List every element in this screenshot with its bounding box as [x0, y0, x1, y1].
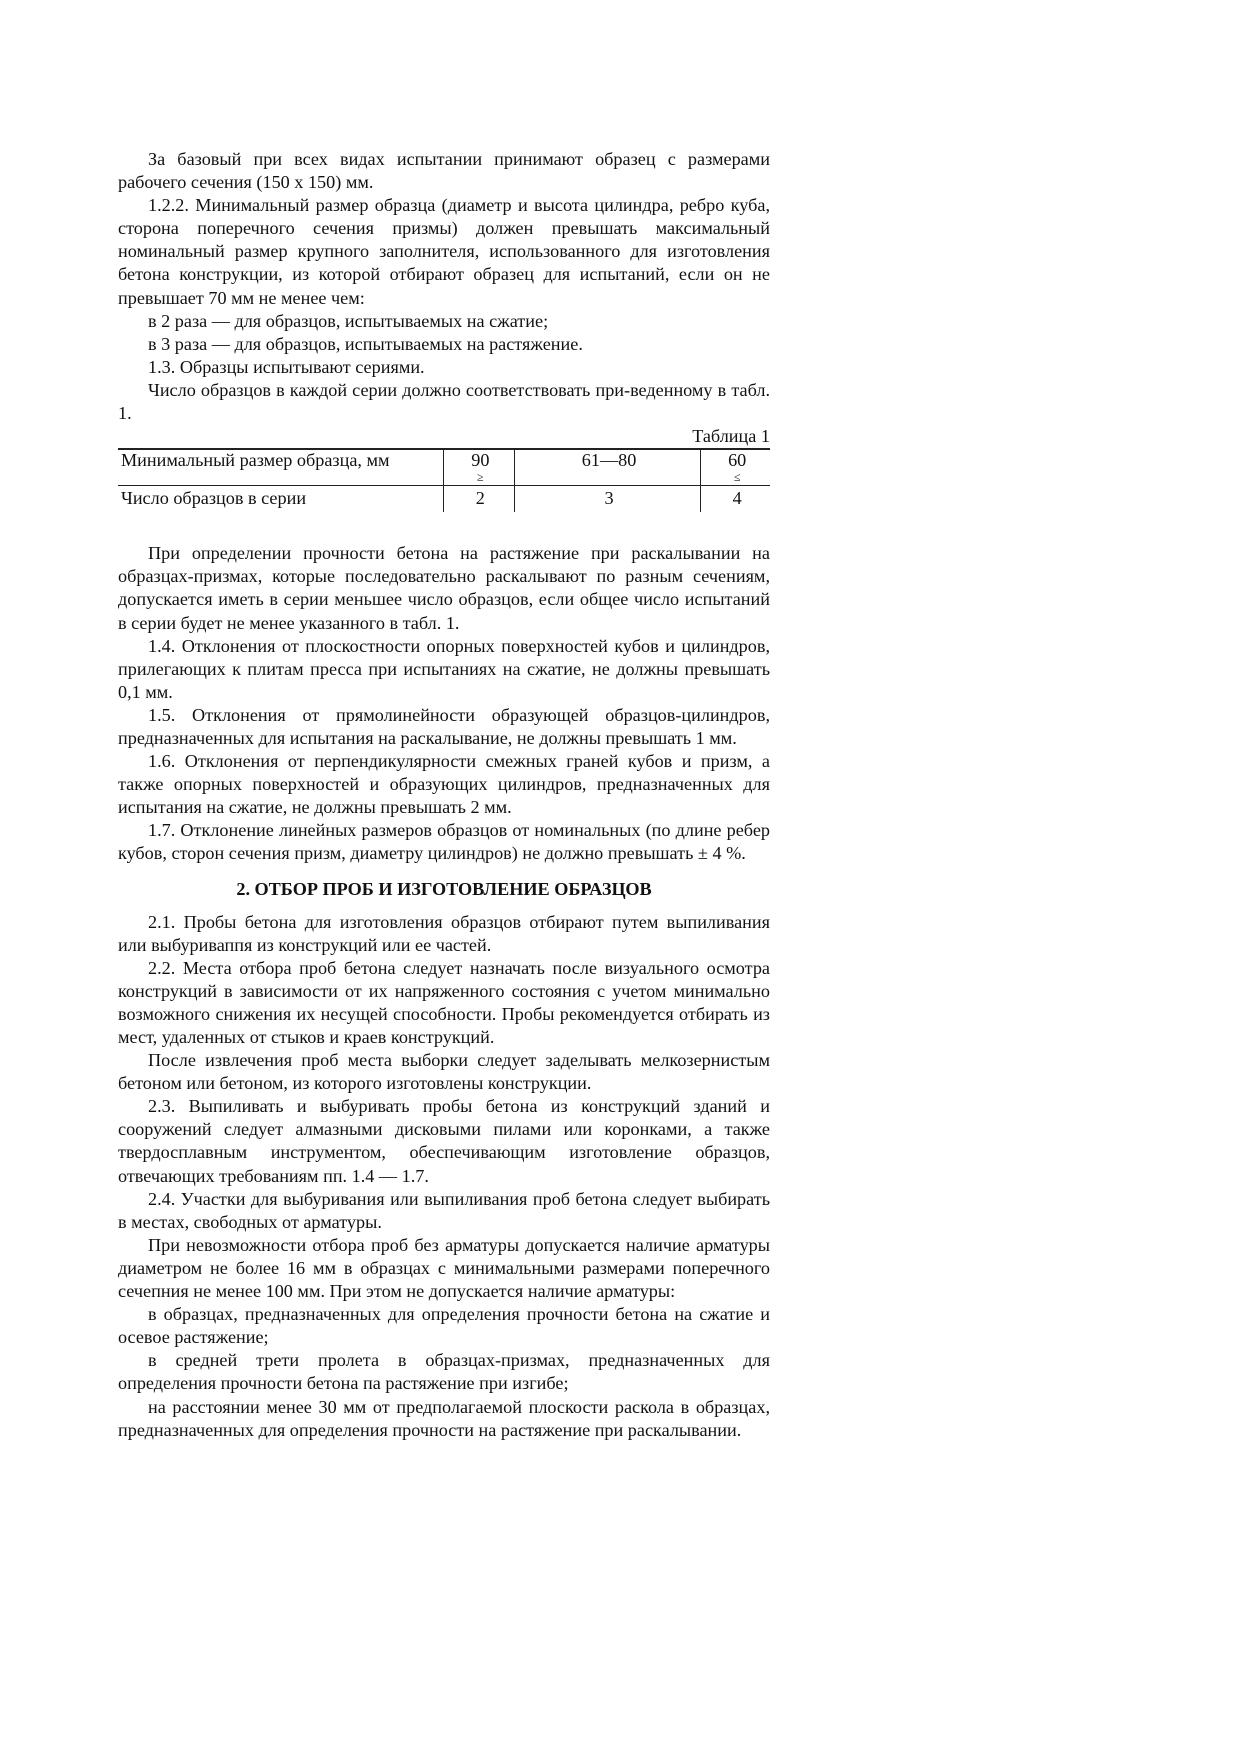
paragraph: в 3 раза — для образцов, испытываемых на растяжение.: [148, 333, 583, 354]
paragraph: При невозможности отбора проб без арматуры допускается наличие арматуры диаметром не более 16 мм в образцах с минимальными размерами поперечного сечепния не менее 100 мм. При этом не допускается наличие арматуры:: [118, 1234, 770, 1302]
table-caption: Таблица 1: [692, 426, 770, 447]
cell-symbol: ≥: [477, 470, 484, 485]
paragraph: 1.6. Отклонения от перпендикулярности смежных граней кубов и призм, а также опорных поверхностей и образующих цилиндров, предназначенных для испытания на сжатие, не должны превышать 2 мм.: [118, 751, 770, 818]
paragraph: 1.5. Отклонения от прямолинейности образующей образцов-цилиндров, предназначенных для испытания на раскалывание, не должны превышать 1 мм.: [118, 704, 770, 748]
table-row-label: Число образцов в серии: [121, 488, 307, 509]
paragraph: на расстоянии менее 30 мм от предполагаемой плоскости раскола в образцах, предназначенных для определения прочности на растяжение при раскалывании.: [118, 1396, 770, 1440]
table-cell: [701, 449, 770, 486]
paragraph: После извлечения проб места выборки следует заделывать мелкозернистым бетоном или бетоном, из которого изготовлены конструкции.: [118, 1050, 770, 1094]
table-header-label: Минимальный размер образца, мм: [118, 449, 444, 486]
paragraph: в средней трети пролета в образцах-призмах, предназначенных для определения прочности бетона па растяжение при изгибе;: [118, 1350, 770, 1394]
paragraph: За базовый при всех видах испытании принимают образец с размерами рабочего сечения (150 х 150) мм.: [118, 149, 770, 193]
paragraph: 1.4. Отклонения от плоскостности опорных поверхностей кубов и цилиндров, прилегающих к плитам пресса при испытаниях на сжатие, не должны превышать 0,1 мм.: [118, 635, 770, 702]
table-cell: 4: [701, 486, 770, 513]
document-page: [118, 148, 770, 1442]
table-cell: 61—80: [514, 449, 701, 486]
paragraph: 1.3. Образцы испытывают сериями.: [148, 356, 425, 377]
spacer: [118, 512, 770, 542]
paragraph: в 2 раза — для образцов, испытываемых на сжатие;: [148, 310, 549, 331]
paragraph: 2.3. Выпиливать и выбуривать пробы бетона из конструкций зданий и сооружений следует алмазными дисковыми пилами или коронками, а также твердосплавным инструментом, обеспечивающим изготовление образцов, отвечающих требованиям пп. 1.4 — 1.7.: [118, 1096, 770, 1186]
table-cell: 3: [514, 486, 701, 513]
cell-value: 90: [471, 450, 490, 471]
table-cell: [444, 449, 515, 486]
paragraph: Число образцов в каждой серии должно соответствовать при-веденному в табл. 1.: [118, 379, 770, 424]
table-row: [118, 449, 770, 486]
section-heading: 2. ОТБОР ПРОБ И ИЗГОТОВЛЕНИЕ ОБРАЗЦОВ: [236, 878, 652, 899]
table-cell: 2: [444, 486, 515, 513]
table-row: [118, 486, 770, 513]
paragraph: При определении прочности бетона на растяжение при раскалывании на образцах-призмах, которые последовательно раскалывают по разным сечениям, допускается иметь в серии меньшее число образцов, если общее число испытаний в серии будет не менее указанного в табл. 1.: [118, 543, 770, 633]
paragraph: 1.7. Отклонение линейных размеров образцов от номинальных (по длине ребер кубов, сторон сечения призм, диаметру цилиндров) не должно превышать ± 4 %.: [118, 820, 770, 864]
cell-symbol: ≤: [733, 470, 741, 485]
paragraph: 2.2. Места отбора проб бетона следует назначать после визуального осмотра конструкций в зависимости от их напряженного состояния с учетом минимально возможного снижения их несущей способности. Пробы рекомендуется отбирать из мест, удаленных от стыков и краев конструкций.: [118, 957, 770, 1047]
paragraph: 2.4. Участки для выбуривания или выпиливания проб бетона следует выбирать в местах, свободных от арматуры.: [118, 1188, 770, 1232]
paragraph: 1.2.2. Минимальный размер образца (диаметр и высота цилиндра, ребро куба, сторона поперечного сечения призмы) должен превышать максимальный номинальный размер крупного заполнителя, использованного для изготовления бетона конструкции, из которой отбирают образец для испытаний, если он не превышает 70 мм не менее чем:: [118, 195, 770, 308]
table-1: [118, 448, 770, 512]
paragraph: 2.1. Пробы бетона для изготовления образцов отбирают путем выпиливания или выбуриваппя из конструкций или ее частей.: [118, 911, 770, 955]
cell-value: 60: [728, 450, 747, 471]
paragraph: в образцах, предназначенных для определения прочности бетона на сжатие и осевое растяжение;: [118, 1304, 770, 1348]
